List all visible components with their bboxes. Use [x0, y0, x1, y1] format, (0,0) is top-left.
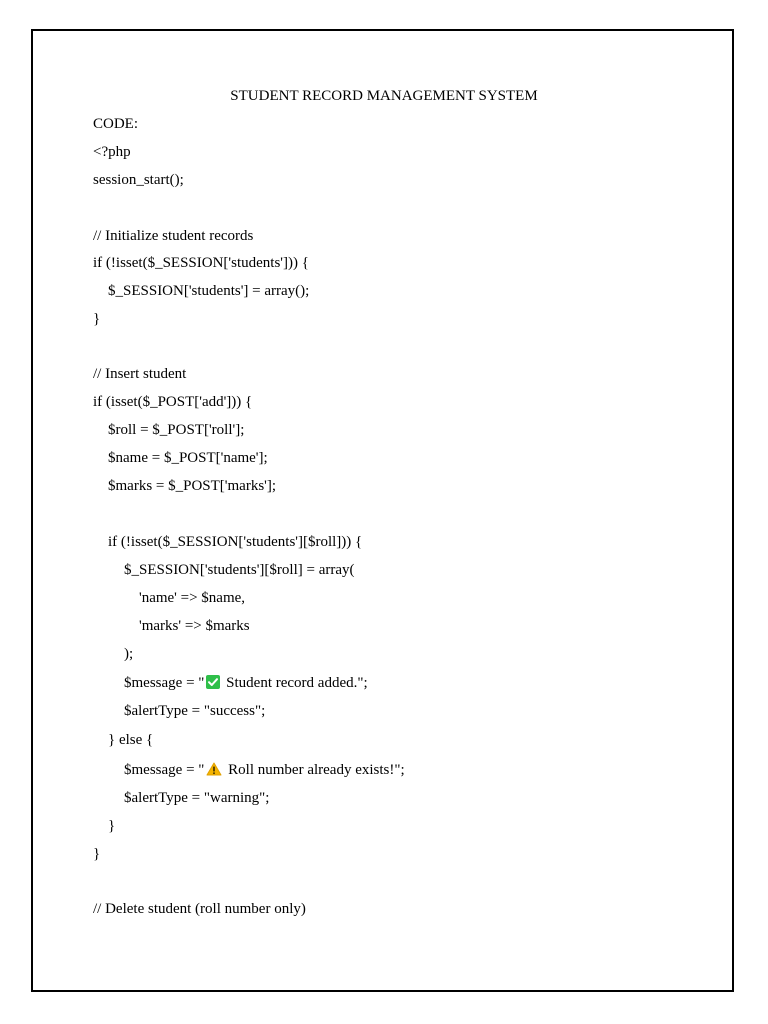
code-line: session_start(); — [93, 172, 184, 188]
code-comment: // Delete student (roll number only) — [93, 901, 306, 917]
document-title: STUDENT RECORD MANAGEMENT SYSTEM — [230, 88, 538, 104]
check-mark-icon — [206, 675, 220, 689]
warning-icon — [206, 762, 222, 776]
code-line: $_SESSION['students'][$roll] = array( — [124, 562, 355, 578]
code-line: } else { — [108, 732, 154, 748]
code-line: $alertType = "warning"; — [124, 790, 270, 806]
code-label: CODE: — [93, 116, 138, 132]
code-line — [124, 673, 368, 693]
code-comment: // Initialize student records — [93, 228, 254, 244]
code-line — [124, 760, 405, 780]
code-fragment: Student record added."; — [226, 675, 368, 691]
code-line: } — [93, 311, 101, 327]
code-line: $name = $_POST['name']; — [108, 450, 268, 466]
code-fragment: $message = " — [124, 762, 205, 778]
code-fragment: $message = " — [124, 675, 205, 691]
code-line: $_SESSION['students'] = array(); — [108, 283, 310, 299]
code-line: if (!isset($_SESSION['students'])) { — [93, 255, 309, 271]
code-line: $alertType = "success"; — [124, 703, 266, 719]
code-line: if (!isset($_SESSION['students'][$roll])) { — [108, 534, 363, 550]
code-line: } — [93, 846, 101, 862]
code-line: } — [108, 818, 116, 834]
code-line: $roll = $_POST['roll']; — [108, 422, 245, 438]
code-line: ); — [124, 646, 134, 662]
code-fragment: Roll number already exists!"; — [228, 762, 405, 778]
code-line: $marks = $_POST['marks']; — [108, 478, 277, 494]
code-line: 'marks' => $marks — [139, 618, 250, 634]
code-line: <?php — [93, 144, 131, 160]
code-line: 'name' => $name, — [139, 590, 246, 606]
code-comment: // Insert student — [93, 366, 187, 382]
code-line: if (isset($_POST['add'])) { — [93, 394, 253, 410]
